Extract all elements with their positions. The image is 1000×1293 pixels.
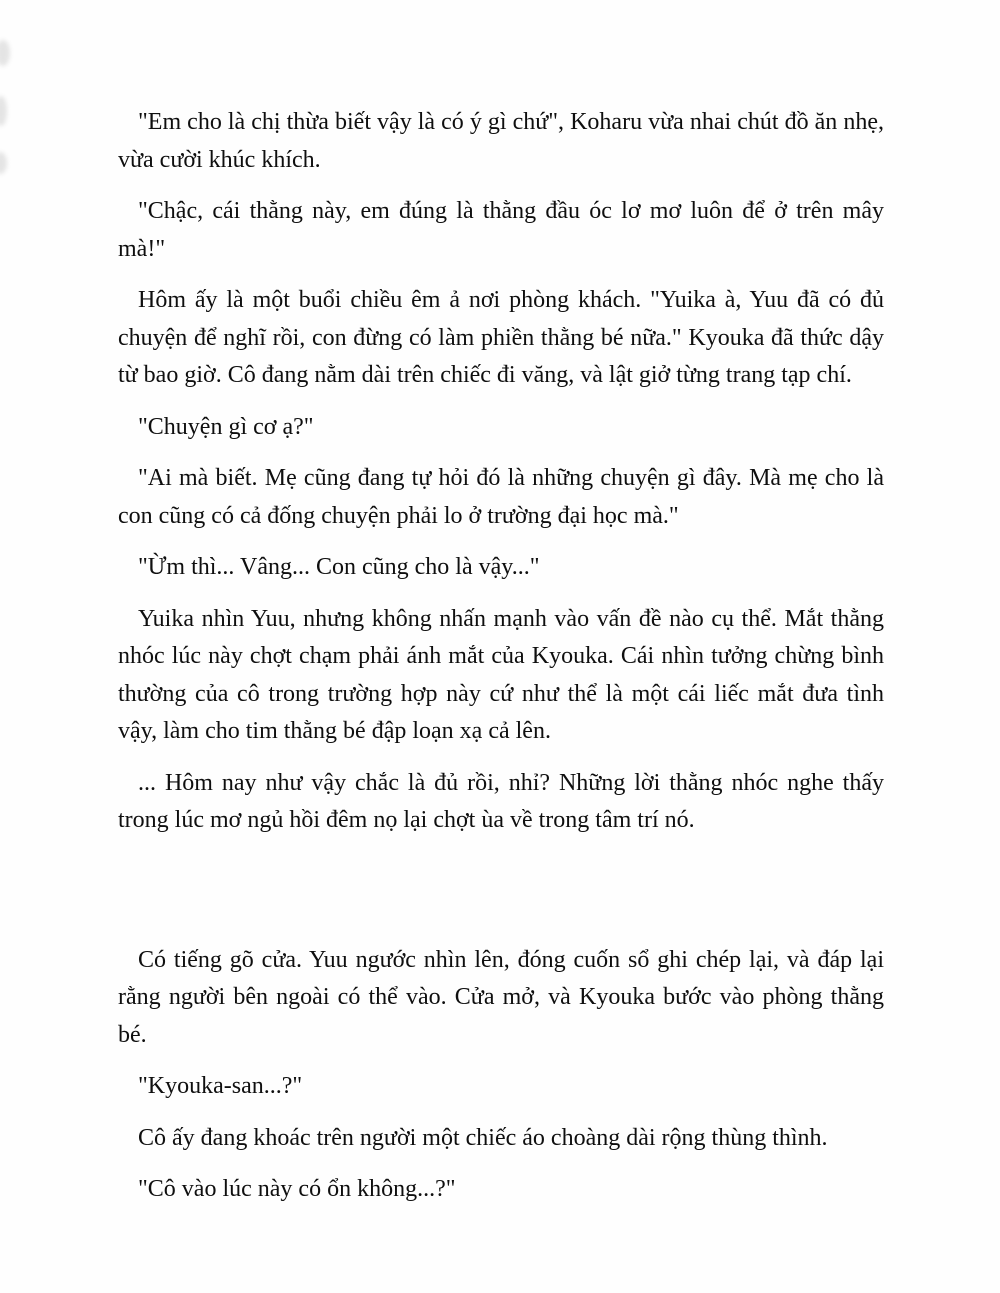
scan-artifact <box>0 152 7 174</box>
paragraph-10: "Kyouka-san...?" <box>138 1073 303 1099</box>
text-block <box>118 104 884 1223</box>
paragraph-11: Cô ấy đang khoác trên người một chiếc áo choàng dài rộng thùng thình. <box>138 1124 828 1151</box>
paragraph-4: "Chuyện gì cơ ạ?" <box>138 413 314 440</box>
scan-artifact <box>0 96 7 126</box>
paragraph-1: "Em cho là chị thừa biết vậy là có ý gì chứ", Koharu vừa nhai chút đồ ăn nhẹ, vừa cười khúc khích. <box>118 109 884 173</box>
paragraph-5: "Ai mà biết. Mẹ cũng đang tự hỏi đó là những chuyện gì đây. Mà mẹ cho là con cũng có cả đống chuyện phải lo ở trường đại học mà." <box>118 465 884 529</box>
paragraph-12: "Cô vào lúc này có ổn không...?" <box>138 1176 456 1202</box>
scan-artifact <box>0 40 10 66</box>
paragraph-2: "Chậc, cái thằng này, em đúng là thằng đầu óc lơ mơ luôn để ở trên mây mà!" <box>118 198 884 262</box>
paragraph-8: ... Hôm nay như vậy chắc là đủ rồi, nhỉ? Những lời thằng nhóc nghe thấy trong lúc mơ ngủ hồi đêm nọ lại chợt ùa về trong tâm trí nó. <box>118 769 884 833</box>
paragraph-9: Có tiếng gõ cửa. Yuu ngước nhìn lên, đóng cuốn sổ ghi chép lại, và đáp lại rằng người bên ngoài có thể vào. Cửa mở, và Kyouka bước vào phòng thằng bé. <box>118 946 884 1048</box>
paragraph-6: "Ừm thì... Vâng... Con cũng cho là vậy..." <box>138 554 540 580</box>
paragraph-3: Hôm ấy là một buổi chiều êm ả nơi phòng khách. "Yuika à, Yuu đã có đủ chuyện để nghĩ rồi, con đừng có làm phiền thằng bé nữa." Kyouka đã thức dậy từ bao giờ. Cô đang nằm dài trên chiếc đi văng, và lật giở từng trang tạp chí. <box>118 287 884 388</box>
paragraph-7: Yuika nhìn Yuu, nhưng không nhấn mạnh vào vấn đề nào cụ thể. Mắt thằng nhóc lúc này chợt chạm phải ánh mắt của Kyouka. Cái nhìn tưởng chừng bình thường của cô trong trường hợp này cứ như thể là một cái liếc mắt đưa tình vậy, làm cho tim thằng bé đập loạn xạ cả lên. <box>118 605 884 744</box>
